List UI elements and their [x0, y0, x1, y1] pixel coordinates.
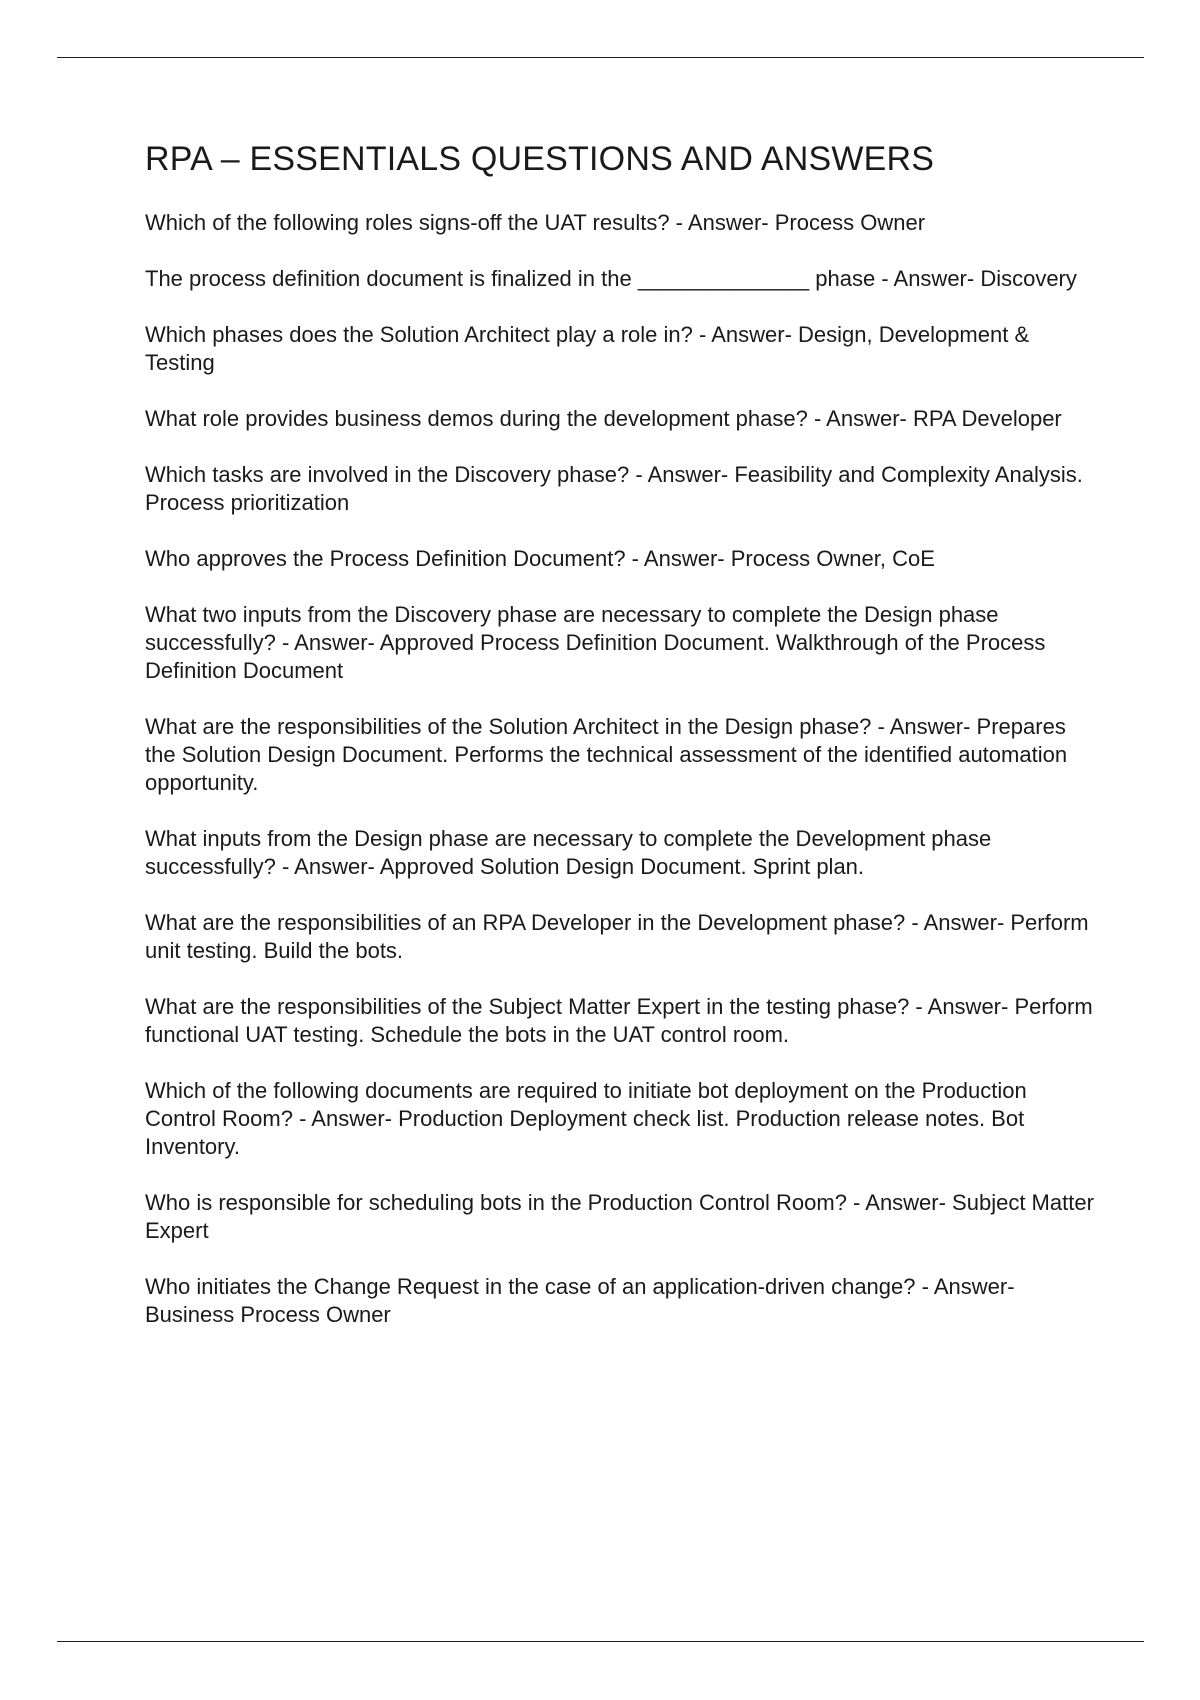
qa-item: Which of the following documents are required to initiate bot deployment on the Production Control Room? - Answer- Production Deployment check list. Production release notes. Bot Inventory.: [145, 1078, 1027, 1160]
qa-item: Which of the following roles signs-off the UAT results? - Answer- Process Owner: [145, 210, 926, 236]
header-rule: [57, 57, 1144, 58]
qa-item: What are the responsibilities of an RPA Developer in the Development phase? - Answer- Perform unit testing. Build the bots.: [145, 910, 1089, 964]
qa-item: Who approves the Process Definition Document? - Answer- Process Owner, CoE: [145, 546, 935, 572]
qa-item: Who is responsible for scheduling bots in the Production Control Room? - Answer- Subject Matter Expert: [145, 1190, 1094, 1244]
qa-item: The process definition document is finalized in the ______________ phase - Answer- Discovery: [145, 266, 1077, 292]
qa-item: What are the responsibilities of the Solution Architect in the Design phase? - Answer- Prepares the Solution Design Document. Performs the technical assessment of the identified automation opportunity.: [145, 714, 1068, 796]
qa-item: What inputs from the Design phase are necessary to complete the Development phase successfully? - Answer- Approved Solution Design Document. Sprint plan.: [145, 826, 992, 880]
qa-item: What role provides business demos during the development phase? - Answer- RPA Developer: [145, 406, 1062, 432]
qa-item: What are the responsibilities of the Subject Matter Expert in the testing phase? - Answer- Perform functional UAT testing. Schedule the bots in the UAT control room.: [145, 994, 1093, 1048]
qa-item: What two inputs from the Discovery phase are necessary to complete the Design phase successfully? - Answer- Approved Process Definition Document. Walkthrough of the Process Definition Document: [145, 602, 1046, 684]
footer-rule: [57, 1641, 1144, 1642]
qa-item: Which phases does the Solution Architect play a role in? - Answer- Design, Development & Testing: [145, 322, 1030, 376]
qa-item: Who initiates the Change Request in the case of an application-driven change? - Answer- Business Process Owner: [145, 1274, 1015, 1328]
document-title: RPA – ESSENTIALS QUESTIONS AND ANSWERS: [145, 140, 935, 178]
qa-list: [145, 209, 1095, 1329]
document-body: [145, 140, 1095, 1357]
qa-item: Which tasks are involved in the Discovery phase? - Answer- Feasibility and Complexity Analysis. Process prioritization: [145, 462, 1083, 516]
